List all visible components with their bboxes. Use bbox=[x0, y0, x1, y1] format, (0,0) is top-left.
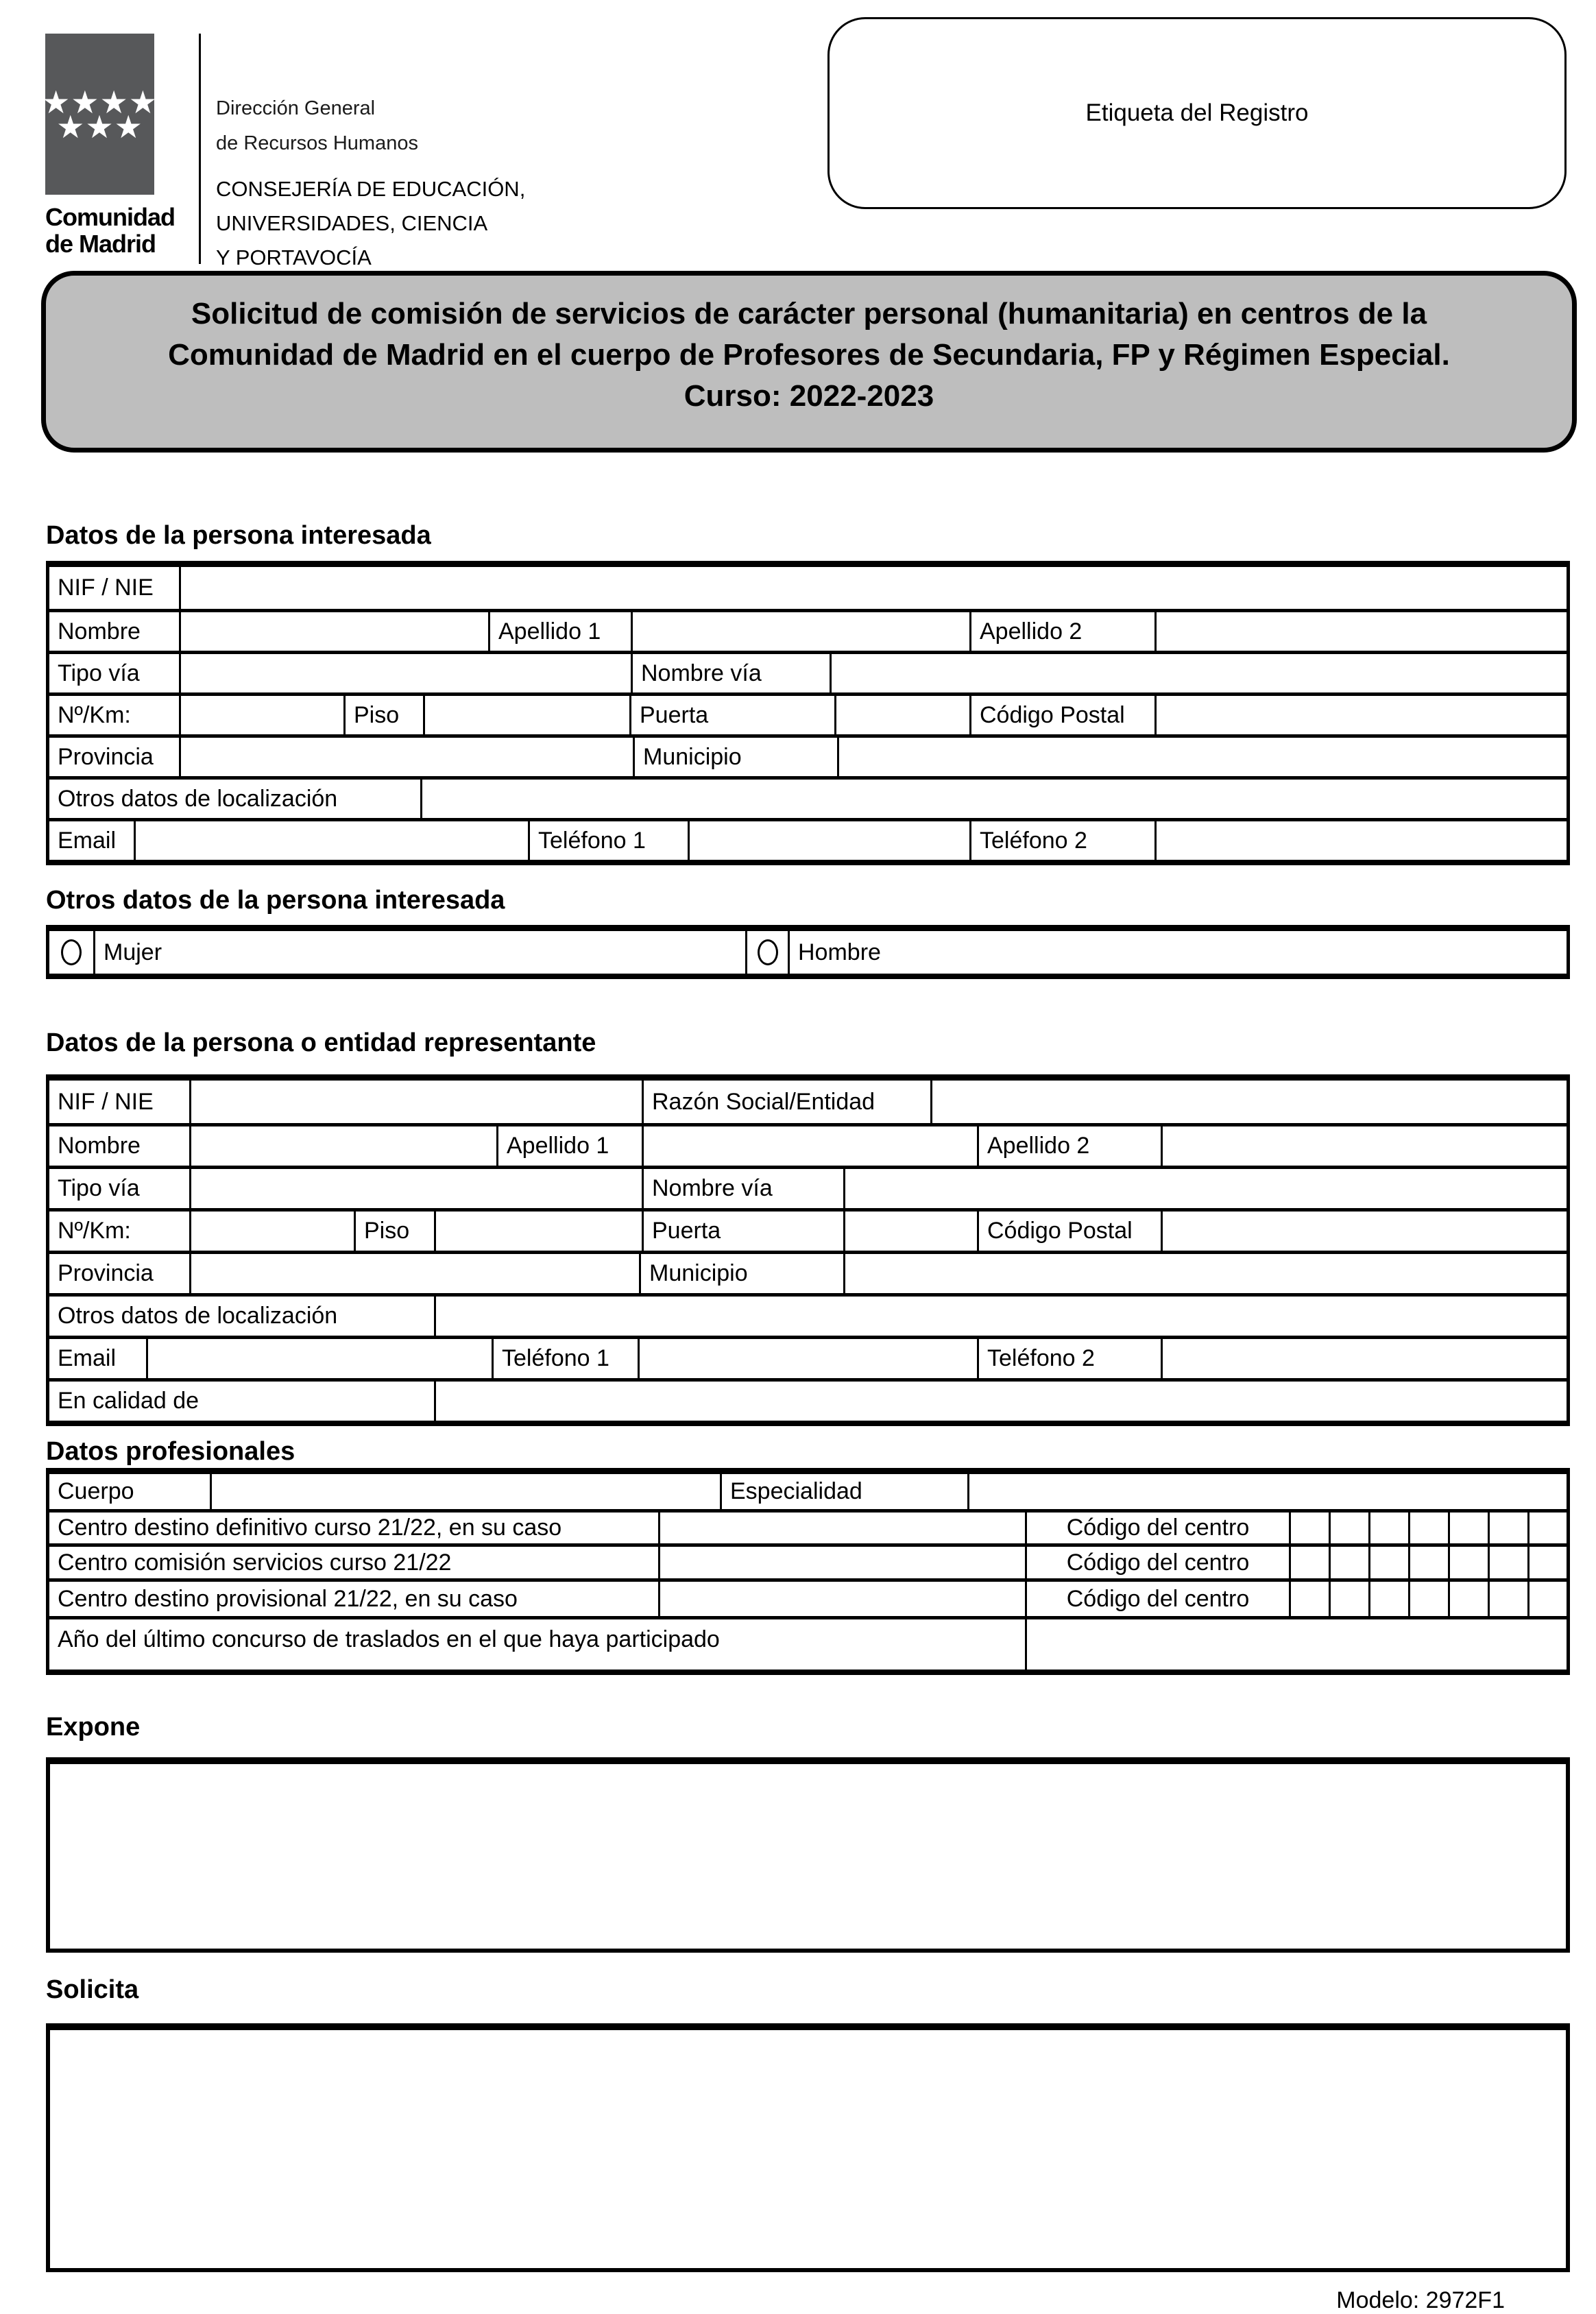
rep-tipo-via-field[interactable] bbox=[189, 1169, 642, 1208]
prof-centro-definitivo-field[interactable] bbox=[658, 1512, 1025, 1543]
table-row bbox=[49, 931, 1567, 974]
interested-tipo-via-field[interactable] bbox=[179, 654, 631, 692]
centro-code-digit-box[interactable] bbox=[1488, 1582, 1527, 1616]
centro-code-digit-box[interactable] bbox=[1527, 1547, 1567, 1578]
interested-municipio-label: Municipio bbox=[633, 738, 837, 776]
prof-centro-provisional-label: Centro destino provisional 21/22, en su caso bbox=[58, 1585, 518, 1612]
table-row bbox=[49, 1616, 1567, 1670]
rep-nif-field[interactable] bbox=[189, 1081, 642, 1123]
table-row bbox=[49, 1123, 1567, 1166]
prof-codigo-centro-label: Código del centro bbox=[1025, 1512, 1289, 1543]
rep-razon-social-field[interactable] bbox=[930, 1081, 1567, 1123]
gender-hombre-radio-cell bbox=[745, 931, 788, 974]
star-icon: ★ bbox=[99, 84, 129, 120]
rep-piso-field[interactable] bbox=[434, 1212, 642, 1251]
gender-hombre-label: Hombre bbox=[788, 931, 1567, 974]
centro-code-digit-box[interactable] bbox=[1448, 1582, 1488, 1616]
rep-nombre-label: Nombre bbox=[58, 1133, 141, 1159]
comunidad-madrid-logo bbox=[42, 34, 526, 275]
prof-codigo-centro-label: Código del centro bbox=[1025, 1547, 1289, 1578]
centro-code-digit-box[interactable] bbox=[1368, 1547, 1408, 1578]
rep-codigo-postal-label: Código Postal bbox=[977, 1212, 1161, 1251]
rep-otros-datos-field[interactable] bbox=[434, 1297, 1567, 1336]
centro-code-digit-box[interactable] bbox=[1448, 1547, 1488, 1578]
region-name bbox=[45, 204, 182, 258]
centro-code-digit-box[interactable] bbox=[1329, 1512, 1368, 1543]
table-row bbox=[49, 1543, 1567, 1578]
rep-telefono1-label: Teléfono 1 bbox=[492, 1339, 638, 1378]
radio-hombre[interactable] bbox=[758, 939, 778, 965]
org-line3: Y PORTAVOCÍA bbox=[216, 245, 372, 269]
table-row bbox=[49, 1208, 1567, 1251]
interested-nombre-via-label: Nombre vía bbox=[631, 654, 830, 692]
section-heading-interested: Datos de la persona interesada bbox=[46, 521, 431, 550]
star-icon: ★ bbox=[114, 108, 143, 145]
interested-provincia-label: Provincia bbox=[58, 743, 154, 770]
interested-piso-field[interactable] bbox=[423, 696, 629, 734]
logo-right-block bbox=[216, 34, 525, 275]
prof-centro-comision-label: Centro comisión servicios curso 21/22 bbox=[58, 1549, 452, 1576]
expone-textarea[interactable] bbox=[46, 1757, 1570, 1953]
prof-especialidad-label: Especialidad bbox=[720, 1474, 967, 1509]
radio-mujer[interactable] bbox=[61, 939, 82, 965]
section-heading-professional: Datos profesionales bbox=[46, 1437, 295, 1466]
table-row bbox=[49, 567, 1567, 609]
interested-codigo-postal-field[interactable] bbox=[1154, 696, 1567, 734]
interested-tipo-via-label: Tipo vía bbox=[58, 660, 140, 686]
star-icon: ★ bbox=[128, 84, 158, 120]
logo-divider bbox=[199, 34, 201, 264]
dept-line1: Dirección General bbox=[216, 97, 376, 119]
rep-provincia-label: Provincia bbox=[58, 1260, 154, 1286]
centro-code-digit-box[interactable] bbox=[1408, 1512, 1448, 1543]
gender-table bbox=[46, 925, 1570, 979]
rep-codigo-postal-field[interactable] bbox=[1161, 1212, 1567, 1251]
centro-code-digit-box[interactable] bbox=[1329, 1547, 1368, 1578]
flag-stars-row-bottom bbox=[56, 108, 143, 145]
star-icon: ★ bbox=[71, 84, 100, 120]
interested-codigo-postal-label: Código Postal bbox=[969, 696, 1154, 734]
rep-telefono2-field[interactable] bbox=[1161, 1339, 1567, 1378]
rep-nombre-field[interactable] bbox=[189, 1126, 496, 1166]
org-line2: UNIVERSIDADES, CIENCIA bbox=[216, 210, 488, 235]
rep-municipio-label: Municipio bbox=[639, 1254, 843, 1293]
interested-otros-datos-label: Otros datos de localización bbox=[58, 785, 338, 812]
solicita-textarea[interactable] bbox=[46, 2023, 1570, 2272]
rep-otros-datos-label: Otros datos de localización bbox=[58, 1303, 338, 1329]
prof-centro-comision-field[interactable] bbox=[658, 1547, 1025, 1578]
centro-code-digit-box[interactable] bbox=[1488, 1512, 1527, 1543]
interested-puerta-label: Puerta bbox=[629, 696, 834, 734]
star-icon: ★ bbox=[42, 84, 71, 120]
prof-centro-provisional-field[interactable] bbox=[658, 1582, 1025, 1616]
prof-centro-definitivo-label: Centro destino definitivo curso 21/22, en su caso bbox=[58, 1515, 562, 1541]
interested-otros-datos-field[interactable] bbox=[420, 780, 1567, 818]
professional-table bbox=[46, 1468, 1570, 1675]
form-title-banner bbox=[41, 271, 1577, 453]
centro-code-digit-box[interactable] bbox=[1408, 1582, 1448, 1616]
interested-nif-field[interactable] bbox=[179, 567, 1567, 609]
dept-line2: de Recursos Humanos bbox=[216, 132, 418, 154]
star-icon: ★ bbox=[85, 108, 114, 145]
section-heading-solicita: Solicita bbox=[46, 1975, 139, 2004]
interested-telefono1-label: Teléfono 1 bbox=[528, 821, 688, 860]
prof-cuerpo-label: Cuerpo bbox=[58, 1478, 134, 1504]
direccion-general-text bbox=[216, 91, 525, 161]
centro-code-digit-box[interactable] bbox=[1329, 1582, 1368, 1616]
table-row bbox=[49, 651, 1567, 692]
rep-num-km-field[interactable] bbox=[189, 1212, 354, 1251]
star-icon: ★ bbox=[56, 108, 86, 145]
interested-email-label: Email bbox=[58, 827, 117, 854]
table-row bbox=[49, 1081, 1567, 1123]
interested-apellido1-field[interactable] bbox=[631, 612, 969, 651]
interested-municipio-field[interactable] bbox=[837, 738, 1567, 776]
interested-apellido1-label: Apellido 1 bbox=[488, 612, 631, 651]
rep-num-km-label: Nº/Km: bbox=[58, 1218, 131, 1244]
prof-ano-concurso-field[interactable] bbox=[1025, 1619, 1567, 1670]
rep-puerta-field[interactable] bbox=[843, 1212, 977, 1251]
interested-nombre-label: Nombre bbox=[58, 618, 141, 644]
registry-label: Etiqueta del Registro bbox=[1085, 99, 1309, 126]
centro-code-digit-box[interactable] bbox=[1408, 1547, 1448, 1578]
centro-code-digit-box[interactable] bbox=[1289, 1512, 1329, 1543]
rep-email-field[interactable] bbox=[146, 1339, 492, 1378]
rep-apellido1-field[interactable] bbox=[642, 1126, 977, 1166]
centro-code-digit-box[interactable] bbox=[1488, 1547, 1527, 1578]
madrid-flag-icon bbox=[42, 34, 158, 195]
rep-en-calidad-label: En calidad de bbox=[58, 1388, 200, 1414]
interested-num-km-label: Nº/Km: bbox=[58, 701, 131, 728]
prof-especialidad-field[interactable] bbox=[967, 1474, 1567, 1509]
table-row bbox=[49, 1251, 1567, 1293]
consejeria-text bbox=[216, 172, 525, 276]
rep-telefono1-field[interactable] bbox=[638, 1339, 977, 1378]
centro-code-digit-box[interactable] bbox=[1448, 1512, 1488, 1543]
interested-telefono2-field[interactable] bbox=[1154, 821, 1567, 860]
table-row bbox=[49, 734, 1567, 776]
rep-apellido2-field[interactable] bbox=[1161, 1126, 1567, 1166]
interested-piso-label: Piso bbox=[343, 696, 423, 734]
interested-nif-label: NIF / NIE bbox=[58, 575, 154, 601]
form-title-line1: Solicitud de comisión de servicios de carácter personal (humanitaria) en centros de la bbox=[191, 297, 1427, 330]
org-line1: CONSEJERÍA DE EDUCACIÓN, bbox=[216, 176, 526, 201]
interested-provincia-field[interactable] bbox=[179, 738, 633, 776]
rep-telefono2-label: Teléfono 2 bbox=[977, 1339, 1161, 1378]
table-row bbox=[49, 776, 1567, 818]
rep-nombre-via-label: Nombre vía bbox=[642, 1169, 843, 1208]
interested-email-field[interactable] bbox=[134, 821, 528, 860]
registry-label-box bbox=[827, 17, 1567, 209]
rep-razon-social-label: Razón Social/Entidad bbox=[642, 1081, 930, 1123]
table-row bbox=[49, 1474, 1567, 1509]
table-row bbox=[49, 1509, 1567, 1543]
interested-nombre-field[interactable] bbox=[179, 612, 488, 651]
rep-email-label: Email bbox=[58, 1345, 117, 1371]
interested-puerta-field[interactable] bbox=[834, 696, 969, 734]
interested-nombre-via-field[interactable] bbox=[830, 654, 1567, 692]
form-title-line3: Curso: 2022-2023 bbox=[684, 378, 934, 413]
centro-code-digit-box[interactable] bbox=[1527, 1582, 1567, 1616]
gender-mujer-label: Mujer bbox=[93, 931, 745, 974]
rep-apellido2-label: Apellido 2 bbox=[977, 1126, 1161, 1166]
table-row bbox=[49, 1166, 1567, 1208]
representative-table bbox=[46, 1074, 1570, 1426]
interested-apellido2-label: Apellido 2 bbox=[969, 612, 1154, 651]
form-title-line2: Comunidad de Madrid en el cuerpo de Profesores de Secundaria, FP y Régimen Especial. bbox=[168, 337, 1450, 372]
prof-ano-concurso-label: Año del último concurso de traslados en el que haya participado bbox=[58, 1626, 720, 1652]
model-number: Modelo: 2972F1 bbox=[1336, 2287, 1505, 2313]
gender-mujer-radio-cell bbox=[49, 931, 93, 974]
centro-code-digit-box[interactable] bbox=[1527, 1512, 1567, 1543]
section-heading-gender: Otros datos de la persona interesada bbox=[46, 886, 505, 915]
region-name-line2: de Madrid bbox=[45, 229, 156, 258]
rep-nombre-via-field[interactable] bbox=[843, 1169, 1567, 1208]
section-heading-representative: Datos de la persona o entidad representante bbox=[46, 1028, 596, 1057]
logo-left-block bbox=[42, 34, 182, 275]
region-name-line1: Comunidad bbox=[45, 203, 175, 231]
centro-code-digit-box[interactable] bbox=[1368, 1582, 1408, 1616]
rep-apellido1-label: Apellido 1 bbox=[496, 1126, 642, 1166]
table-row bbox=[49, 1378, 1567, 1421]
centro-code-digit-box[interactable] bbox=[1289, 1547, 1329, 1578]
rep-municipio-field[interactable] bbox=[843, 1254, 1567, 1293]
rep-tipo-via-label: Tipo vía bbox=[58, 1175, 140, 1201]
interested-num-km-field[interactable] bbox=[179, 696, 343, 734]
table-row bbox=[49, 1578, 1567, 1616]
table-row bbox=[49, 1336, 1567, 1378]
rep-puerta-label: Puerta bbox=[642, 1212, 843, 1251]
interested-table bbox=[46, 561, 1570, 865]
prof-codigo-centro-label: Código del centro bbox=[1025, 1582, 1289, 1616]
section-heading-expone: Expone bbox=[46, 1713, 141, 1741]
table-row bbox=[49, 692, 1567, 734]
prof-cuerpo-field[interactable] bbox=[210, 1474, 720, 1509]
rep-en-calidad-field[interactable] bbox=[434, 1382, 1567, 1421]
table-row bbox=[49, 609, 1567, 651]
rep-provincia-field[interactable] bbox=[189, 1254, 639, 1293]
table-row bbox=[49, 818, 1567, 860]
interested-telefono2-label: Teléfono 2 bbox=[969, 821, 1154, 860]
rep-piso-label: Piso bbox=[354, 1212, 434, 1251]
interested-telefono1-field[interactable] bbox=[688, 821, 969, 860]
rep-nif-label: NIF / NIE bbox=[58, 1088, 154, 1115]
centro-code-digit-box[interactable] bbox=[1368, 1512, 1408, 1543]
table-row bbox=[49, 1293, 1567, 1336]
interested-apellido2-field[interactable] bbox=[1154, 612, 1567, 651]
centro-code-digit-box[interactable] bbox=[1289, 1582, 1329, 1616]
